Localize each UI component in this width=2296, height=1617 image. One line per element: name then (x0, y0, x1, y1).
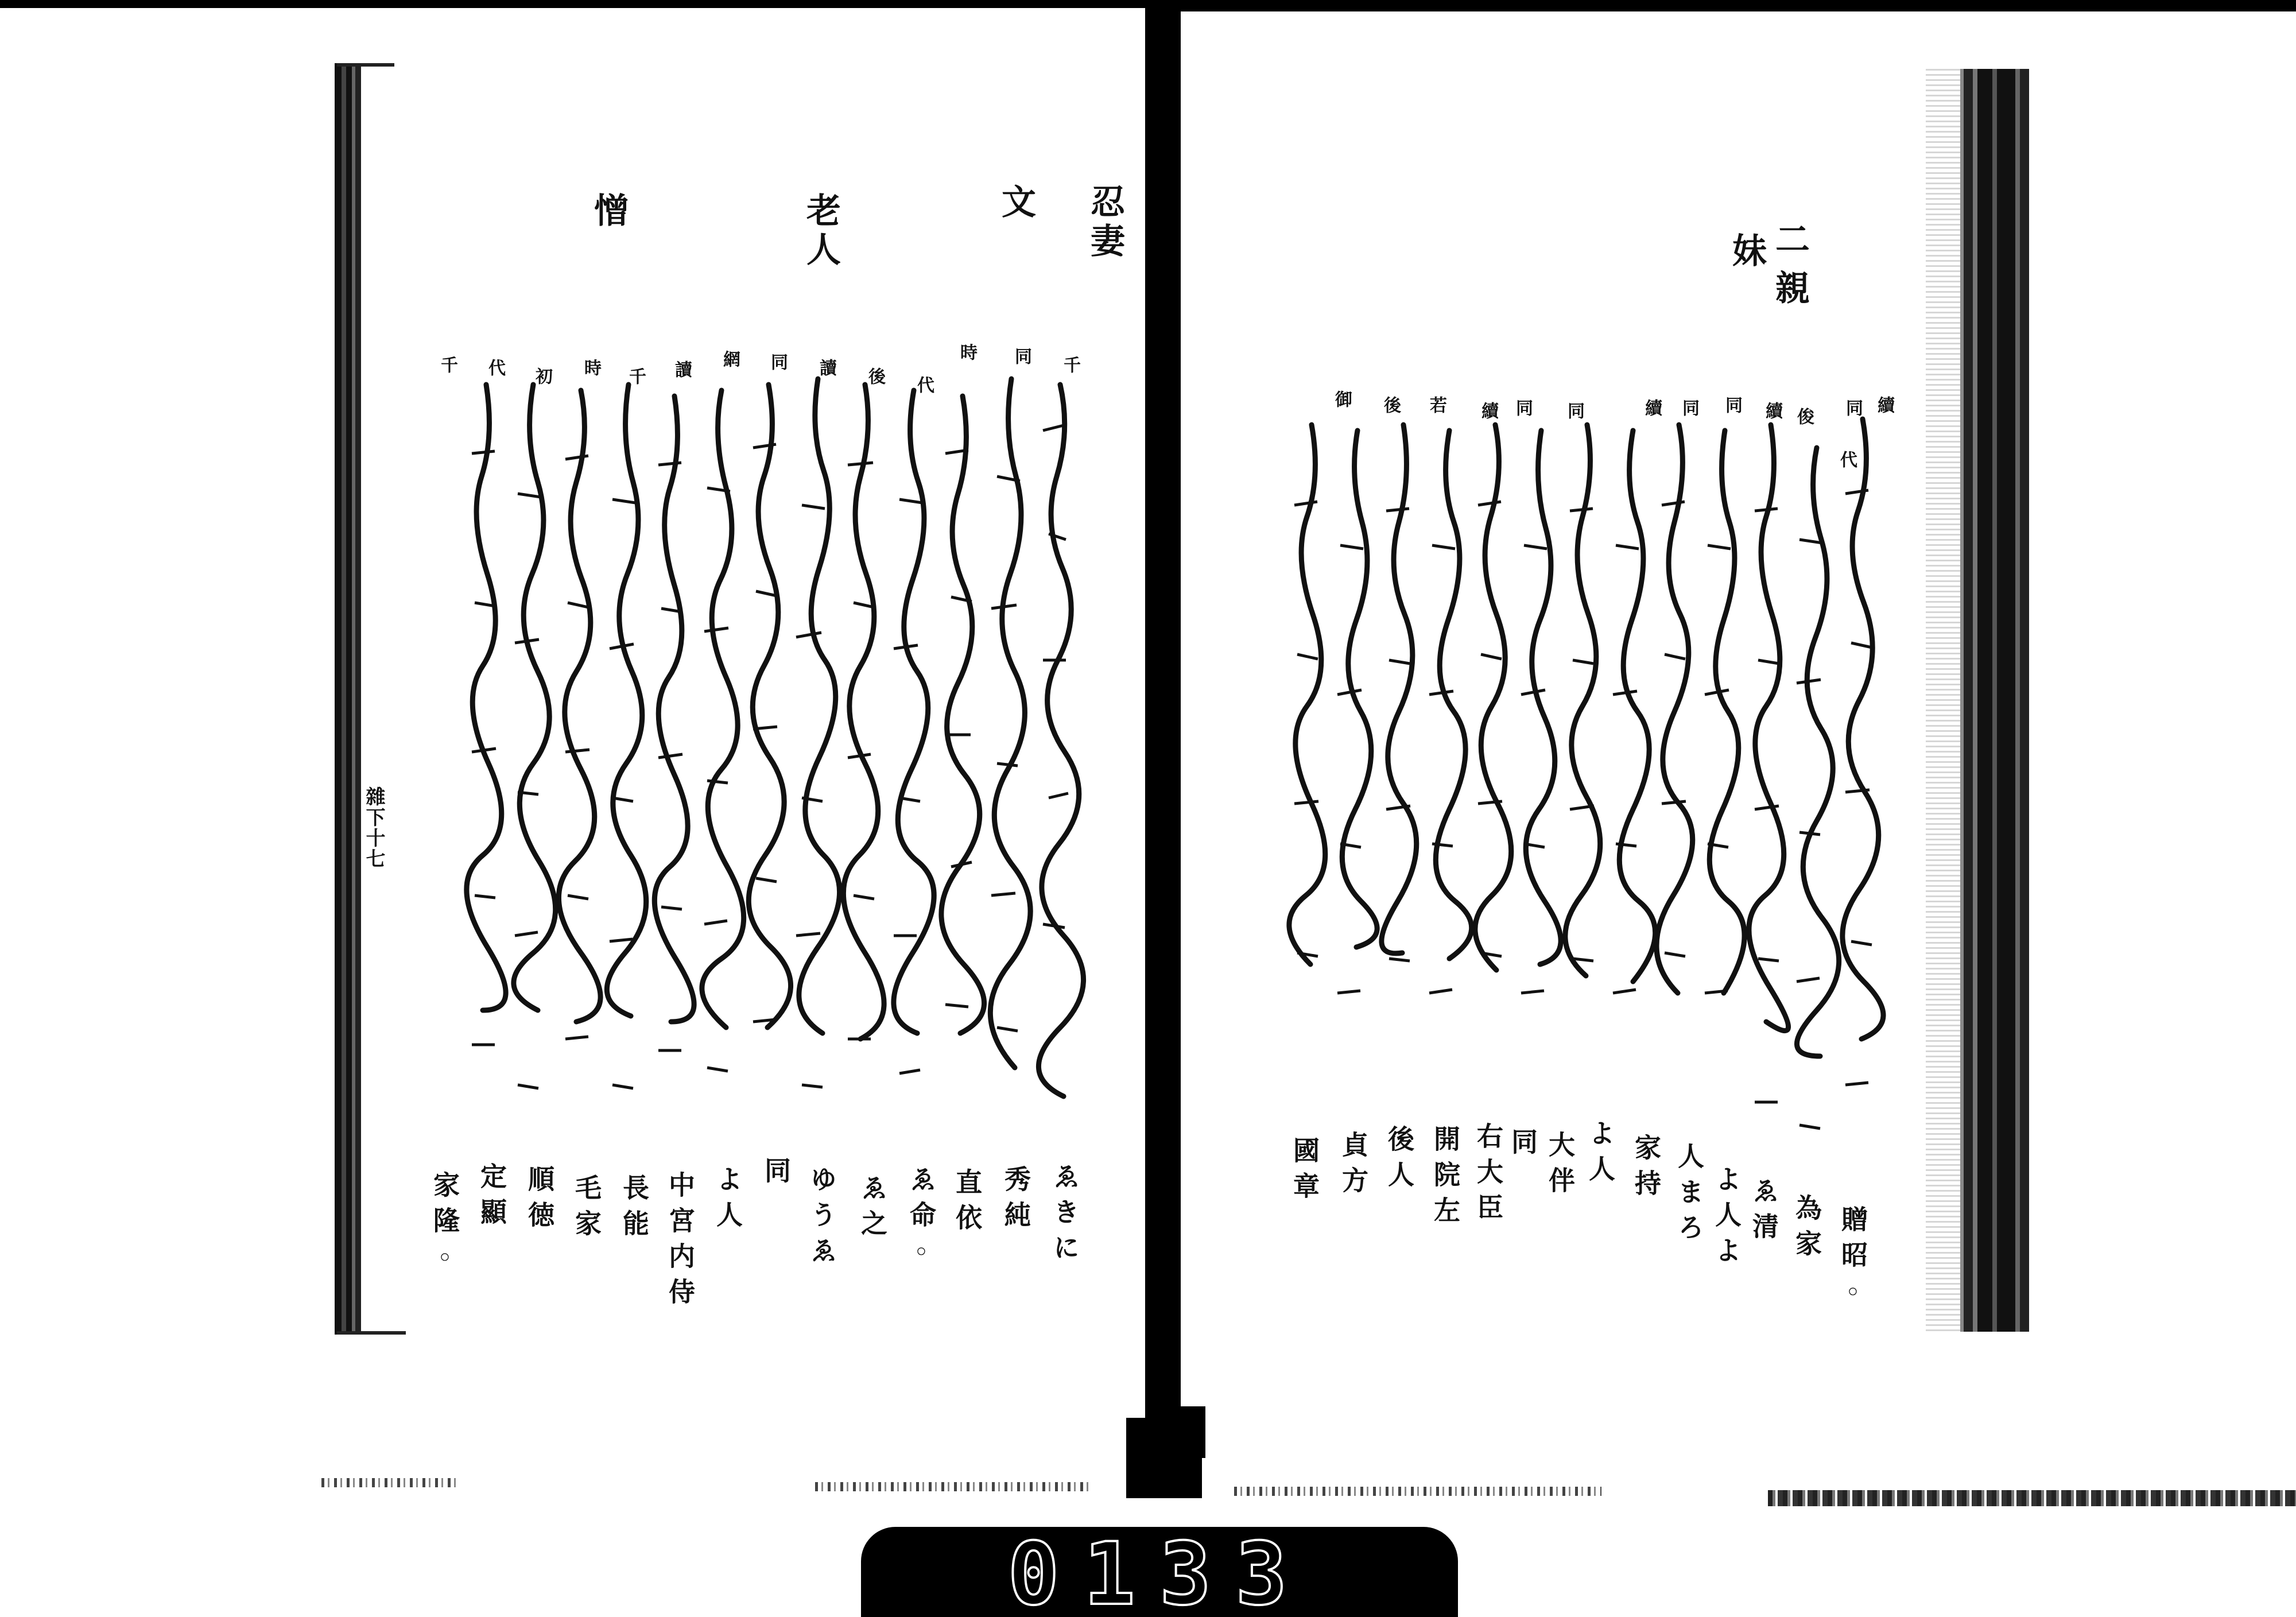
right-heading-2: 親 (1770, 270, 1810, 309)
left-page-bottom-line (337, 1331, 406, 1335)
scan-noise-3 (1234, 1487, 1601, 1496)
right-author-5: 人まろ (1674, 1142, 1705, 1249)
right-marker-12: 若 (1426, 396, 1446, 413)
left-marker-7: 同 (767, 353, 788, 370)
scan-noise-4 (1768, 1490, 2296, 1506)
scan-noise-2 (815, 1482, 1091, 1491)
left-author-9: 中宮内侍 (665, 1171, 696, 1313)
left-marker-10: 千 (626, 367, 646, 385)
right-marker-7: 同 (1679, 399, 1699, 416)
right-marker-10: 同 (1512, 399, 1533, 416)
right-marker-3: 同 (1843, 399, 1863, 416)
left-author-5: ゑ之 (857, 1174, 888, 1245)
right-page (1185, 69, 2018, 1332)
right-author-2: 為家 (1791, 1194, 1822, 1265)
left-author-13: 定顯 (476, 1162, 507, 1234)
right-author-9: 同 (1507, 1128, 1538, 1164)
right-author-3: ゑ清 (1748, 1177, 1779, 1248)
left-author-4: ゑ命◦ (906, 1165, 937, 1277)
right-marker-2: 代 (1837, 451, 1857, 468)
scan-top-border-right (1154, 8, 2296, 11)
scan-noise-1 (321, 1478, 459, 1487)
right-page-edge (1960, 69, 2029, 1332)
left-marker-12: 初 (532, 367, 552, 385)
right-author-7: よ人 (1585, 1119, 1616, 1191)
left-page-handwriting (389, 362, 1106, 1194)
right-marker-5: 續 (1762, 402, 1782, 419)
left-marker-1: 千 (1060, 356, 1080, 373)
right-author-14: 國章 (1289, 1137, 1320, 1208)
right-author-8: 大伴 (1545, 1131, 1576, 1202)
right-heading-1: 二 (1770, 221, 1810, 260)
left-marker-2: 同 (1011, 347, 1031, 364)
right-marker-9: 同 (1564, 402, 1584, 419)
right-author-10: 右大臣 (1473, 1122, 1504, 1229)
left-marker-3: 時 (957, 343, 977, 360)
left-page-number: 雜下十七 (362, 786, 385, 869)
left-heading-2: 文 (996, 184, 1036, 223)
left-heading-1: 忍妻 (1085, 184, 1125, 262)
left-marker-4: 代 (914, 376, 934, 393)
left-marker-14: 千 (437, 356, 457, 373)
right-page-handwriting (1271, 413, 1903, 1223)
right-marker-8: 續 (1642, 399, 1662, 416)
left-author-2: 秀純 (1000, 1165, 1031, 1236)
right-page-edge-fuzz (1926, 69, 1960, 1332)
right-author-13: 貞方 (1338, 1131, 1369, 1202)
left-marker-5: 後 (865, 367, 885, 385)
left-marker-11: 時 (581, 359, 601, 376)
right-marker-1: 續 (1874, 396, 1894, 413)
left-author-6: ゆうゑ (806, 1165, 837, 1272)
right-author-1: 贈昭◦ (1837, 1205, 1868, 1317)
left-page (336, 63, 1141, 1335)
left-marker-6: 讀 (816, 359, 836, 376)
right-marker-14: 御 (1332, 390, 1352, 408)
left-author-1: ゑきに (1049, 1162, 1080, 1269)
left-author-3: 直依 (952, 1168, 983, 1239)
left-author-11: 毛家 (571, 1174, 602, 1245)
right-heading-3: 妹 (1727, 232, 1767, 272)
right-marker-11: 續 (1478, 402, 1498, 419)
left-author-7: 同 (761, 1157, 792, 1192)
right-marker-13: 後 (1380, 396, 1401, 413)
left-marker-8: 網 (720, 350, 740, 367)
right-author-6: 家持 (1631, 1134, 1662, 1205)
right-marker-6: 同 (1722, 396, 1742, 413)
left-marker-9: 讀 (672, 360, 692, 378)
book-spine (1145, 0, 1181, 1435)
right-author-11: 開院左 (1430, 1125, 1461, 1232)
frame-counter-number: 0133 (1007, 1525, 1312, 1617)
left-page-edge (335, 63, 361, 1335)
left-author-10: 長能 (619, 1174, 650, 1245)
spine-clip-tab (1171, 1406, 1205, 1458)
left-heading-4: 憎 (588, 192, 629, 231)
left-marker-13: 代 (485, 359, 505, 376)
left-author-12: 順徳 (524, 1165, 555, 1236)
right-marker-4: 俊 (1794, 408, 1814, 425)
right-author-4: よ人よ (1711, 1165, 1742, 1272)
left-author-14: 家隆◦ (429, 1171, 460, 1282)
left-author-8: よ人 (712, 1165, 743, 1236)
left-page-top-line (337, 63, 394, 67)
left-heading-3: 老人 (801, 192, 841, 270)
right-author-12: 後人 (1384, 1125, 1415, 1196)
